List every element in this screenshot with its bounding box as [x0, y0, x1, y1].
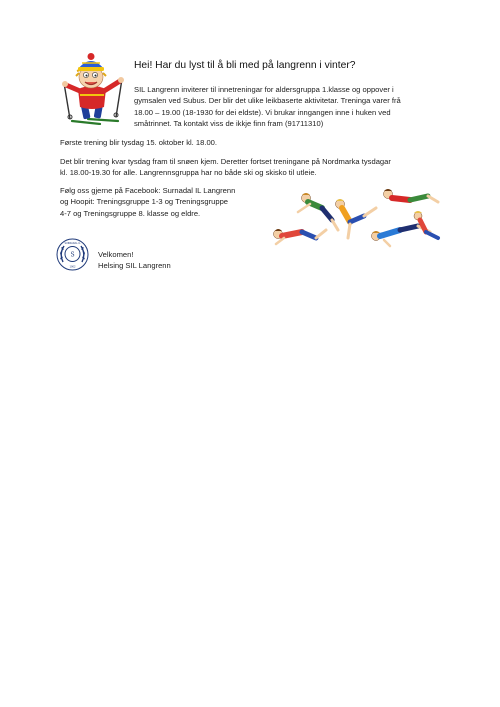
weekly-line: Det blir trening kvar tysdag fram til snøen kjem. Deretter fortset treningane på Nordmarka tysdagar: [60, 157, 391, 166]
welcome-line: Velkomen!: [98, 250, 134, 259]
intro-line: gymsalen ved Subus. Der blir det ulike leikbaserte aktivitetar. Treninga varer frå: [134, 96, 401, 106]
svg-text:1902: 1902: [69, 265, 76, 269]
follow-line: og Hoopit: Treningsgruppe 1-3 og Treningsgruppe: [60, 197, 229, 207]
follow-paragraph: [60, 185, 260, 219]
signature-line: Helsing SIL Langrenn: [98, 261, 171, 271]
intro-line: småtrinnet. Ta kontakt viss de ikkje finn fram (91711310): [134, 118, 324, 128]
svg-text:S: S: [70, 251, 75, 259]
club-logo: [56, 238, 89, 271]
invitation-heading: Hei! Har du lyst til å bli med på langrenn i vinter?: [134, 60, 356, 71]
skier-illustration: [58, 53, 128, 125]
intro-paragraph: [134, 84, 452, 129]
intro-line: SIL Langrenn inviterer til innetreningar for aldersgruppa 1.klasse og oppover i: [134, 85, 394, 94]
weekly-training-paragraph: [60, 156, 455, 179]
weekly-line: kl. 18.00-19.30 for alle. Langrennsgruppa har no både ski og skisko til utleie.: [60, 168, 317, 178]
follow-line: 4-7 og Treningsgruppe 8. klasse og eldre.: [60, 208, 201, 218]
follow-line: Følg oss gjerne på Facebook: Surnadal IL Langrenn: [60, 186, 236, 195]
first-training-line: Første trening blir tysdag 15. oktober kl. 18.00.: [60, 138, 218, 147]
intro-line: 18.00 – 19.00 (18-1930 for dei eldste). Vi brukar inngangen inne i huken ved: [134, 107, 391, 117]
gymnasts-illustration: [268, 186, 442, 248]
svg-text:SURNADAL IL: SURNADAL IL: [64, 241, 81, 245]
closing-block: [98, 249, 298, 272]
